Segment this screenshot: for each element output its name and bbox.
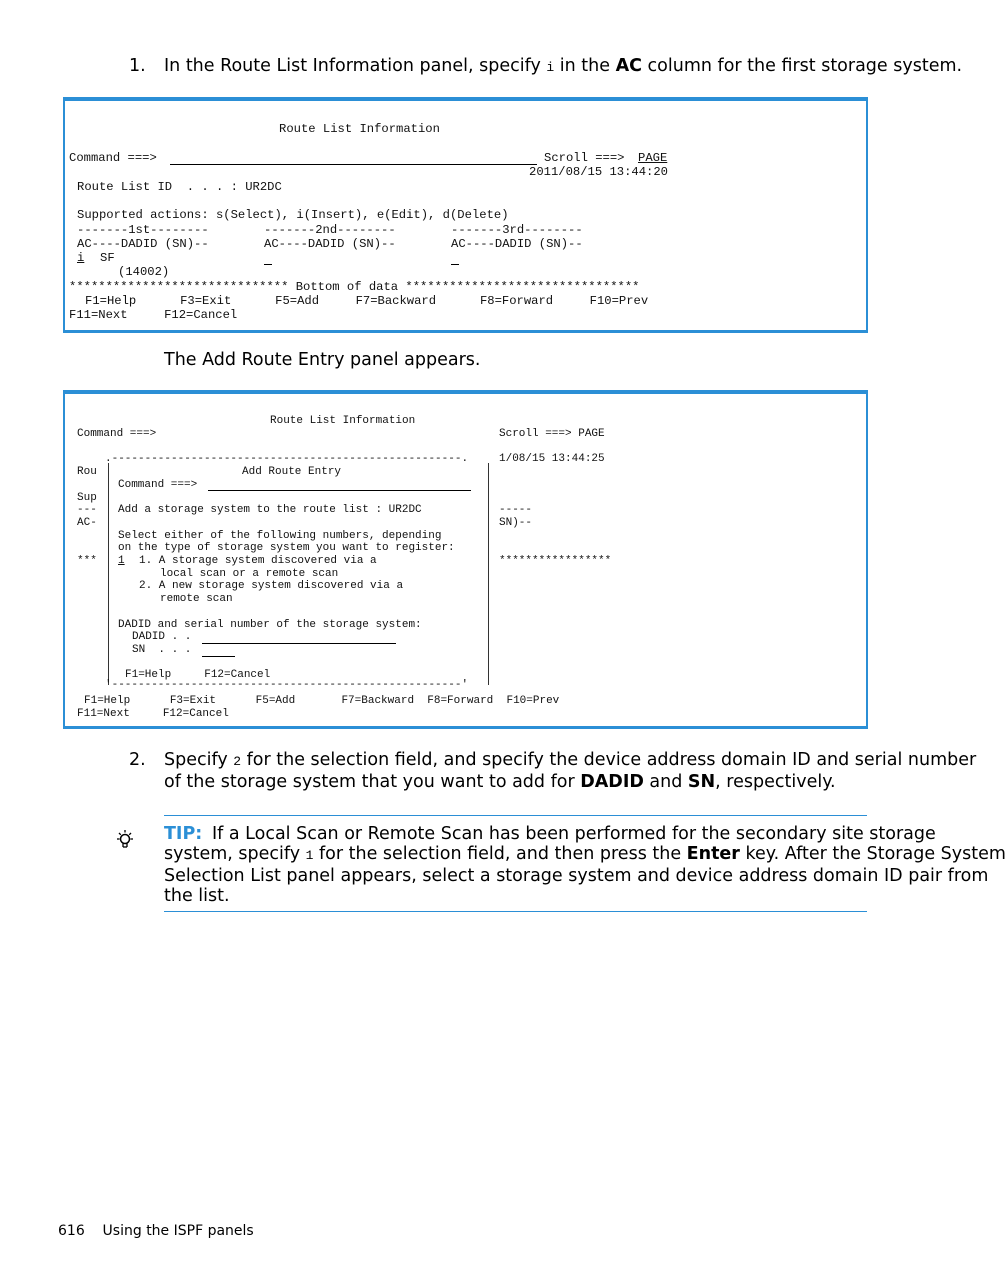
add-route-entry-screen: [63, 390, 868, 729]
lightbulb-icon: [114, 828, 136, 852]
screen-1-title: Route List Information: [279, 122, 440, 136]
right-fragment: -----: [499, 504, 533, 516]
left-fragment: AC-: [77, 517, 97, 529]
step-2-line-1: Specify 2 for the selection field, and specify the device address domain ID and serial number: [164, 750, 977, 770]
column-3-header: -------3rd--------: [451, 223, 583, 237]
supported-actions: Supported actions: s(Select), i(Insert), e(Edit), d(Delete): [77, 208, 509, 222]
column-1-header: -------1st--------: [77, 223, 209, 237]
bottom-of-data: ****************************** Bottom of data ********************************: [69, 280, 640, 294]
screen-1-fkeys-row-1: F1=Help F3=Exit F5=Add F7=Backward F8=Forward F10=Prev: [85, 294, 649, 308]
serial-value-1: (14002): [118, 265, 170, 279]
tip-line-1: If a Local Scan or Remote Scan has been performed for the secondary site storage: [212, 824, 936, 844]
dadid-label: DADID . .: [132, 631, 192, 643]
route-list-screen: [63, 97, 868, 333]
tip-line-2: system, specify 1 for the selection field, and then press the Enter key. After the Storage System: [164, 844, 1006, 864]
screen-2-scroll: Scroll ===> PAGE: [499, 428, 605, 440]
left-fragment: Rou: [77, 466, 97, 478]
popup-command-input[interactable]: [208, 490, 471, 491]
column-3-subheader: AC----DADID (SN)--: [451, 237, 583, 251]
popup-right-border: [488, 463, 489, 685]
left-fragment: Sup: [77, 492, 97, 504]
option-2-line-2: remote scan: [160, 593, 233, 605]
column-2-subheader: AC----DADID (SN)--: [264, 237, 396, 251]
dadid-value-1: SF: [100, 251, 115, 265]
popup-top-border: .-----------------------------------------------------.: [105, 453, 469, 465]
selection-field[interactable]: 1: [118, 555, 125, 567]
sn-input[interactable]: [202, 656, 235, 657]
add-route-entry-note: The Add Route Entry panel appears.: [164, 350, 481, 370]
screen-2-fkeys-row-2: F11=Next F12=Cancel: [77, 708, 229, 720]
popup-bottom-border: '-----------------------------------------------------': [105, 679, 469, 691]
tip-line-4: the list.: [164, 886, 230, 906]
screen-1-command-label: Command ===>: [69, 151, 157, 165]
dadid-serial-label: DADID and serial number of the storage system:: [118, 619, 422, 631]
tip-bottom-rule: [164, 911, 867, 912]
route-list-id: Route List ID . . . : UR2DC: [77, 180, 282, 194]
footer-section: Using the ISPF panels: [102, 1223, 254, 1239]
tip-top-rule: [164, 815, 867, 816]
left-fragment: ***: [77, 555, 97, 567]
ac-field-1[interactable]: i: [77, 251, 85, 265]
screen-2-title: Route List Information: [270, 415, 416, 427]
step-1-code: i: [546, 60, 555, 75]
page-number: 616: [58, 1223, 85, 1239]
column-2-header: -------2nd--------: [264, 223, 396, 237]
right-fragment: *****************: [499, 555, 612, 567]
screen-2-fkeys-row-1: F1=Help F3=Exit F5=Add F7=Backward F8=Forward F10=Prev: [84, 695, 560, 707]
screen-2-command-label: Command ===>: [77, 428, 157, 440]
right-fragment: SN)--: [499, 517, 533, 529]
popup-select-line-2: on the type of storage system you want to register:: [118, 542, 455, 554]
step-1-number: 1.: [129, 56, 146, 76]
step-2-number: 2.: [129, 750, 146, 770]
popup-add-line: Add a storage system to the route list : UR2DC: [118, 504, 422, 516]
screen-1-command-input[interactable]: [170, 164, 537, 165]
left-fragment: ---: [77, 504, 97, 516]
ac-field-2[interactable]: [264, 264, 272, 265]
popup-fkeys: F1=Help F12=Cancel: [125, 669, 271, 681]
popup-select-line-1: Select either of the following numbers, depending: [118, 530, 442, 542]
page-footer: [58, 1223, 254, 1239]
screen-1-datetime: 2011/08/15 13:44:20: [529, 165, 668, 179]
sn-label: SN . . .: [132, 644, 192, 656]
option-1-line-1: 1. A storage system discovered via a: [139, 555, 377, 567]
popup-command-label: Command ===>: [118, 479, 198, 491]
ac-field-3[interactable]: [451, 264, 459, 265]
column-1-subheader: AC----DADID (SN)--: [77, 237, 209, 251]
popup-left-border: [108, 463, 109, 685]
popup-title: Add Route Entry: [242, 466, 342, 478]
step-1-text: In the Route List Information panel, specify i in the AC column for the first storage system.: [164, 56, 963, 76]
screen-1-scroll-value[interactable]: PAGE: [638, 151, 668, 165]
step-1-bold: AC: [615, 56, 642, 76]
step-2-line-2: of the storage system that you want to add for DADID and SN, respectively.: [164, 772, 836, 792]
option-2-line-1: 2. A new storage system discovered via a: [139, 580, 404, 592]
screen-1-fkeys-row-2: F11=Next F12=Cancel: [69, 308, 238, 322]
dadid-input[interactable]: [202, 643, 396, 644]
right-fragment: 1/08/15 13:44:25: [499, 453, 605, 465]
tip-line-3: Selection List panel appears, select a storage system and device address domain ID pair from: [164, 866, 989, 886]
option-1-line-2: local scan or a remote scan: [160, 568, 339, 580]
tip-label: TIP:: [164, 824, 203, 844]
screen-1-scroll-label: Scroll ===>: [544, 151, 625, 165]
